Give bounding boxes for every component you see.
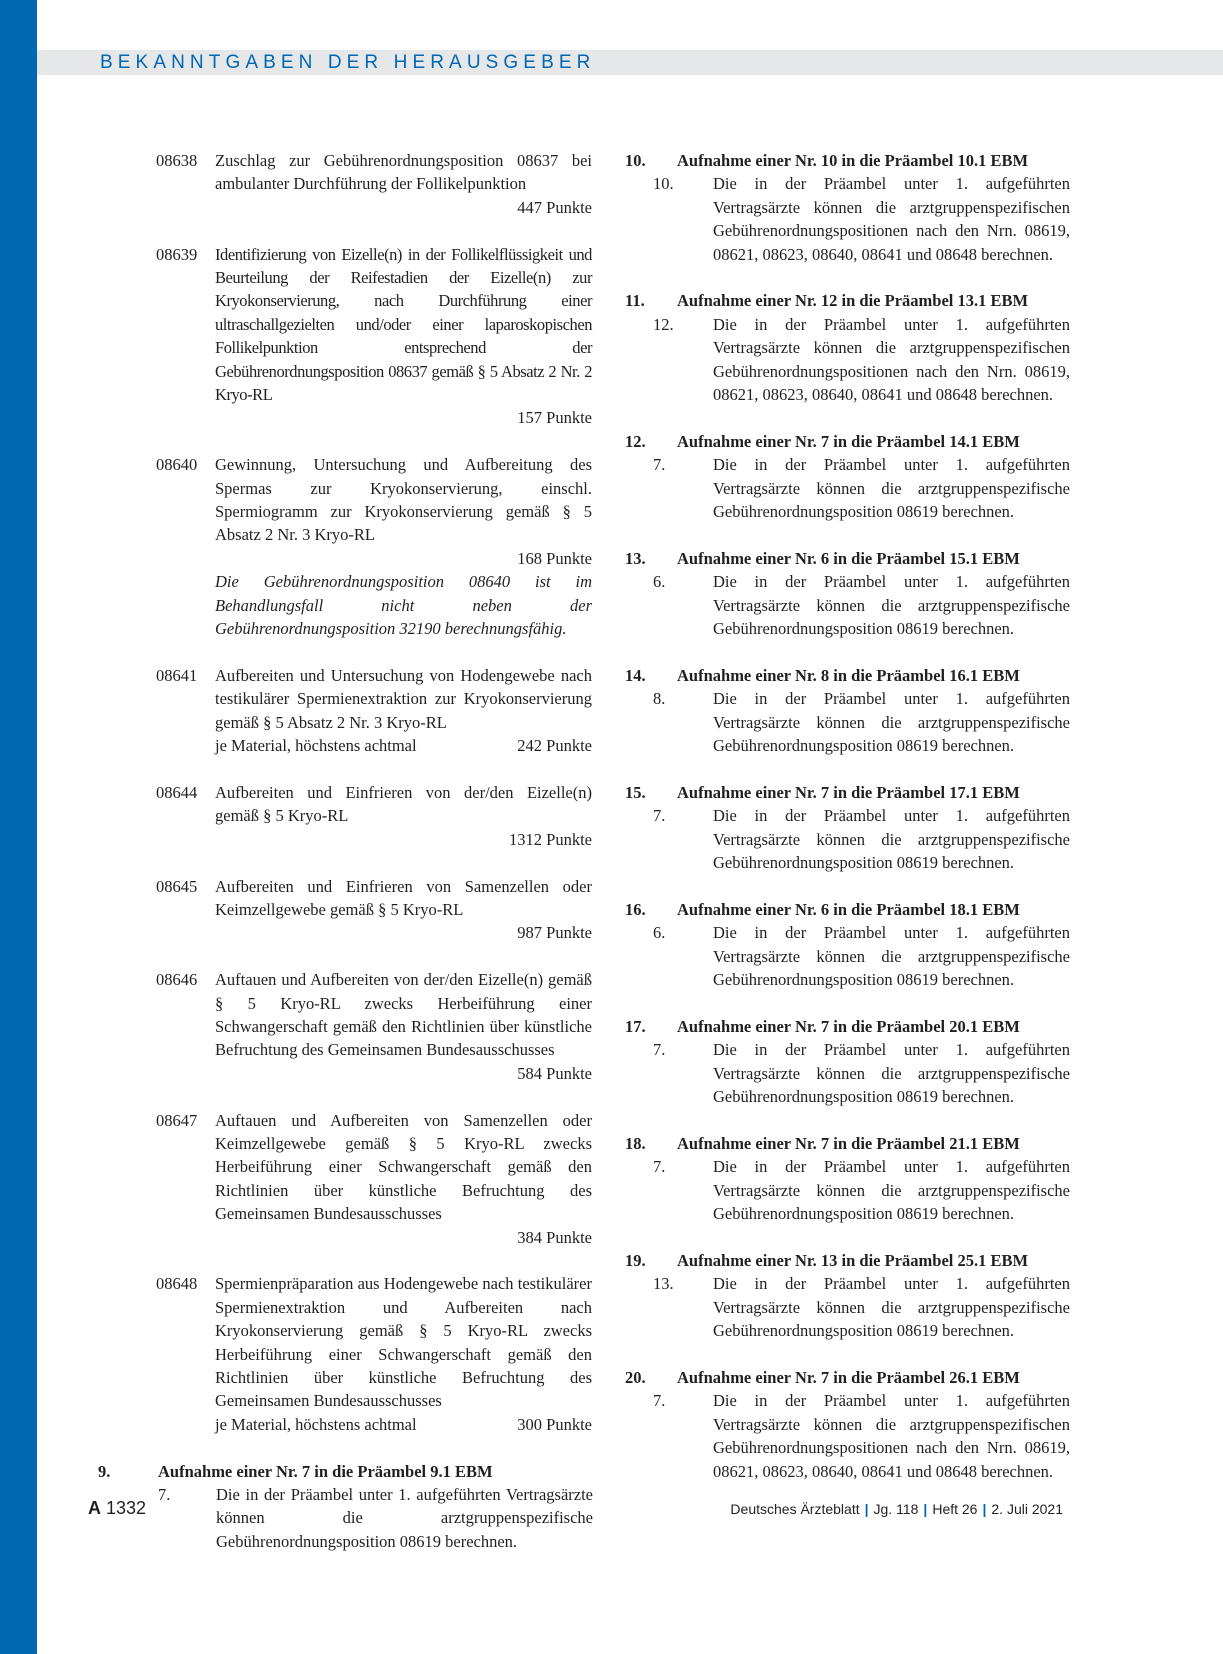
section-title: Aufnahme einer Nr. 7 in die Präambel 21.1 EBM bbox=[677, 1133, 1020, 1153]
section-header-title: BEKANNTGABEN DER HERAUSGEBER bbox=[100, 52, 596, 73]
footer-separator: | bbox=[864, 1501, 869, 1517]
section-title: Aufnahme einer Nr. 6 in die Präambel 15.1 EBM bbox=[677, 548, 1020, 568]
amendment-section bbox=[625, 547, 1125, 641]
page-number-value: 1332 bbox=[106, 1498, 147, 1518]
fee-code: 08640 bbox=[156, 455, 198, 475]
section-text: Die in der Präambel unter 1. aufgeführten Vertragsärzte können die arztgruppenspezifische Gebührenordnungsposition 08619 berechnen. bbox=[713, 1040, 1070, 1107]
fee-points: 384 Punkte bbox=[517, 1227, 592, 1247]
section-text: Die in der Präambel unter 1. aufgeführten Vertragsärzte können die arztgruppenspezifische Gebührenordnungsposition 08619 berechnen. bbox=[713, 1157, 1070, 1224]
section-number: 17. bbox=[625, 1016, 646, 1036]
section-title: Aufnahme einer Nr. 13 in die Präambel 25.1 EBM bbox=[677, 1250, 1029, 1270]
journal-footer bbox=[730, 1501, 1063, 1517]
section-text: Die in der Präambel unter 1. aufgeführten Vertragsärzte können die arztgruppenspezifischen Gebührenordnungspositionen nach den Nrn. 08619, 08621, 08623, 08640, 08641 und 08648 berechnen. bbox=[713, 174, 1070, 264]
subsection-number: 7. bbox=[653, 806, 666, 826]
fee-description: Spermienpräparation aus Hodengewebe nach testikulärer Spermienextraktion und Aufbereiten nach Kryokonservierung gemäß § 5 Kryo-RL zwecks Herbeiführung einer Schwangerschaft gemäß den Richtlinien über künstliche Befruchtung des Gemeinsamen Bundesausschusses bbox=[215, 1274, 592, 1411]
amendment-section bbox=[625, 781, 1125, 875]
section-title: Aufnahme einer Nr. 7 in die Präambel 14.1 EBM bbox=[677, 431, 1020, 451]
fee-points: 242 Punkte bbox=[517, 736, 592, 756]
amendment-section bbox=[625, 149, 1125, 266]
fee-description: Aufbereiten und Einfrieren von der/den Eizelle(n) gemäß § 5 Kryo-RL bbox=[215, 782, 592, 826]
section-text: Die in der Präambel unter 1. aufgeführten Vertragsärzte können die arztgruppenspezifische Gebührenordnungsposition 08619 berechnen. bbox=[713, 572, 1070, 639]
section-text: Die in der Präambel unter 1. aufgeführten Vertragsärzte können die arztgruppenspezifische Gebührenordnungsposition 08619 berechnen. bbox=[713, 455, 1070, 522]
fee-description: Gewinnung, Untersuchung und Aufbereitung des Spermas zur Kryokonservierung, einschl. Spermiogramm zur Kryokonservierung gemäß § 5 Absatz 2 Nr. 3 Kryo-RL bbox=[215, 455, 592, 545]
subsection-number: 13. bbox=[653, 1274, 674, 1294]
journal-issue: Heft 26 bbox=[932, 1501, 978, 1517]
fee-entry bbox=[98, 1272, 600, 1436]
fee-points: 584 Punkte bbox=[517, 1063, 592, 1083]
section-number: 9. bbox=[98, 1461, 111, 1481]
amendment-section bbox=[98, 1460, 600, 1554]
section-title: Aufnahme einer Nr. 7 in die Präambel 20.1 EBM bbox=[677, 1016, 1020, 1036]
section-number: 18. bbox=[625, 1133, 646, 1153]
subsection-number: 8. bbox=[653, 689, 666, 709]
amendment-section bbox=[625, 289, 1125, 406]
section-title: Aufnahme einer Nr. 8 in die Präambel 16.1 EBM bbox=[677, 665, 1020, 685]
amendment-section bbox=[625, 1015, 1125, 1109]
section-title: Aufnahme einer Nr. 10 in die Präambel 10.1 EBM bbox=[677, 151, 1029, 170]
fee-entry bbox=[98, 149, 600, 219]
section-number: 11. bbox=[625, 291, 645, 311]
fee-entry bbox=[98, 664, 600, 758]
fee-points: 300 Punkte bbox=[517, 1414, 592, 1434]
journal-name: Deutsches Ärzteblatt bbox=[730, 1501, 860, 1517]
fee-code: 08648 bbox=[156, 1274, 198, 1294]
section-number: 14. bbox=[625, 665, 646, 685]
fee-points: 168 Punkte bbox=[517, 548, 592, 568]
fee-description: Aufbereiten und Einfrieren von Samenzellen oder Keimzellgewebe gemäß § 5 Kryo-RL bbox=[215, 876, 592, 919]
fee-entry bbox=[98, 1109, 600, 1249]
fee-points: 1312 Punkte bbox=[509, 829, 592, 849]
fee-code: 08639 bbox=[156, 244, 198, 264]
amendment-section bbox=[625, 898, 1125, 992]
fee-qualifier: je Material, höchstens achtmal bbox=[215, 736, 417, 756]
fee-code: 08641 bbox=[156, 665, 198, 685]
subsection-number: 7. bbox=[158, 1485, 171, 1505]
journal-volume: Jg. 118 bbox=[873, 1501, 919, 1517]
fee-description: Identifizierung von Eizelle(n) in der Follikelflüssigkeit und Beurteilung der Reifestadien der Eizelle(n) zur Kryokonservierung, nach Durchführung einer ultraschallgezielten und/oder einer laparoskopischen Follikelpunktion entsprechend der Gebührenordnungsposition 08637 gemäß § 5 Absatz 2 Nr. 2 Kryo-RL bbox=[215, 244, 592, 405]
subsection-number: 7. bbox=[653, 455, 666, 475]
section-number: 10. bbox=[625, 151, 646, 170]
section-number: 20. bbox=[625, 1367, 646, 1387]
amendment-section bbox=[625, 1366, 1125, 1483]
section-number: 15. bbox=[625, 782, 646, 802]
fee-description: Auftauen und Aufbereiten von der/den Eizelle(n) gemäß § 5 Kryo-RL zwecks Herbeiführung einer Schwangerschaft gemäß den Richtlinien über künstliche Befruchtung des Gemeinsamen Bundesausschusses bbox=[215, 970, 592, 1060]
journal-date: 2. Juli 2021 bbox=[991, 1501, 1063, 1517]
amendment-section bbox=[625, 1249, 1125, 1343]
amendment-section bbox=[625, 664, 1125, 758]
section-title: Aufnahme einer Nr. 7 in die Präambel 26.1 EBM bbox=[677, 1367, 1020, 1387]
section-number: 19. bbox=[625, 1250, 646, 1270]
fee-points: 987 Punkte bbox=[517, 923, 592, 943]
section-title: Aufnahme einer Nr. 7 in die Präambel 9.1 EBM bbox=[158, 1461, 493, 1481]
subsection-number: 6. bbox=[653, 923, 666, 943]
fee-description: Aufbereiten und Untersuchung von Hodengewebe nach testikulärer Spermienextraktion zur Kryokonservierung gemäß § 5 Absatz 2 Nr. 3 Kryo-RL bbox=[215, 665, 592, 732]
fee-entry bbox=[98, 875, 600, 945]
section-title: Aufnahme einer Nr. 12 in die Präambel 13.1 EBM bbox=[677, 291, 1029, 311]
section-title: Aufnahme einer Nr. 6 in die Präambel 18.1 EBM bbox=[677, 899, 1020, 919]
section-title: Aufnahme einer Nr. 7 in die Präambel 17.1 EBM bbox=[677, 782, 1020, 802]
section-text: Die in der Präambel unter 1. aufgeführten Vertragsärzte können die arztgruppenspezifische Gebührenordnungsposition 08619 berechnen. bbox=[713, 689, 1070, 756]
section-text: Die in der Präambel unter 1. aufgeführten Vertragsärzte können die arztgruppenspezifische Gebührenordnungsposition 08619 berechnen. bbox=[713, 923, 1070, 990]
subsection-number: 7. bbox=[653, 1040, 666, 1060]
page-prefix: A bbox=[88, 1498, 101, 1518]
section-number: 12. bbox=[625, 431, 646, 451]
section-text: Die in der Präambel unter 1. aufgeführten Vertragsärzte können die arztgruppenspezifische Gebührenordnungsposition 08619 berechnen. bbox=[216, 1485, 593, 1551]
subsection-number: 12. bbox=[653, 314, 674, 334]
amendment-section bbox=[625, 430, 1125, 524]
fee-code: 08647 bbox=[156, 1110, 198, 1130]
fee-qualifier: je Material, höchstens achtmal bbox=[215, 1414, 417, 1434]
fee-description: Zuschlag zur Gebührenordnungsposition 08637 bei ambulanter Durchführung der Follikelpunktion bbox=[215, 151, 592, 194]
fee-code: 08638 bbox=[156, 151, 198, 170]
fee-entry bbox=[98, 453, 600, 640]
section-text: Die in der Präambel unter 1. aufgeführten Vertragsärzte können die arztgruppenspezifische Gebührenordnungsposition 08619 berechnen. bbox=[713, 1274, 1070, 1341]
fee-points: 447 Punkte bbox=[517, 197, 592, 217]
subsection-number: 6. bbox=[653, 572, 666, 592]
section-text: Die in der Präambel unter 1. aufgeführten Vertragsärzte können die arztgruppenspezifische Gebührenordnungsposition 08619 berechnen. bbox=[713, 806, 1070, 873]
fee-description: Auftauen und Aufbereiten von Samenzellen oder Keimzellgewebe gemäß § 5 Kryo-RL zwecks Herbeiführung einer Schwangerschaft gemäß den Richtlinien über künstliche Befruchtung des Gemeinsamen Bundesausschusses bbox=[215, 1110, 592, 1224]
section-text: Die in der Präambel unter 1. aufgeführten Vertragsärzte können die arztgruppenspezifischen Gebührenordnungspositionen nach den Nrn. 08619, 08621, 08623, 08640, 08641 und 08648 berechnen. bbox=[713, 1391, 1070, 1481]
fee-code: 08644 bbox=[156, 782, 198, 802]
amendment-section bbox=[625, 1132, 1125, 1226]
fee-entry bbox=[98, 243, 600, 430]
subsection-number: 7. bbox=[653, 1391, 666, 1411]
section-number: 16. bbox=[625, 899, 646, 919]
section-number: 13. bbox=[625, 548, 646, 568]
right-column bbox=[625, 149, 1125, 1506]
footer-separator: | bbox=[923, 1501, 928, 1517]
footer-separator: | bbox=[982, 1501, 987, 1517]
subsection-number: 7. bbox=[653, 1157, 666, 1177]
fee-code: 08646 bbox=[156, 970, 198, 990]
subsection-number: 10. bbox=[653, 174, 674, 194]
fee-entry bbox=[98, 968, 600, 1085]
side-color-bar bbox=[0, 0, 37, 1654]
left-column bbox=[98, 149, 600, 1577]
page-number bbox=[88, 1498, 146, 1519]
fee-note: Die Gebührenordnungsposition 08640 ist im Behandlungsfall nicht neben der Gebührenordnungsposition 32190 berechnungsfähig. bbox=[215, 572, 592, 639]
fee-code: 08645 bbox=[156, 876, 198, 896]
fee-points: 157 Punkte bbox=[517, 408, 592, 428]
section-text: Die in der Präambel unter 1. aufgeführten Vertragsärzte können die arztgruppenspezifischen Gebührenordnungspositionen nach den Nrn. 08619, 08621, 08623, 08640, 08641 und 08648 berechnen. bbox=[713, 314, 1070, 405]
fee-entry bbox=[98, 781, 600, 851]
